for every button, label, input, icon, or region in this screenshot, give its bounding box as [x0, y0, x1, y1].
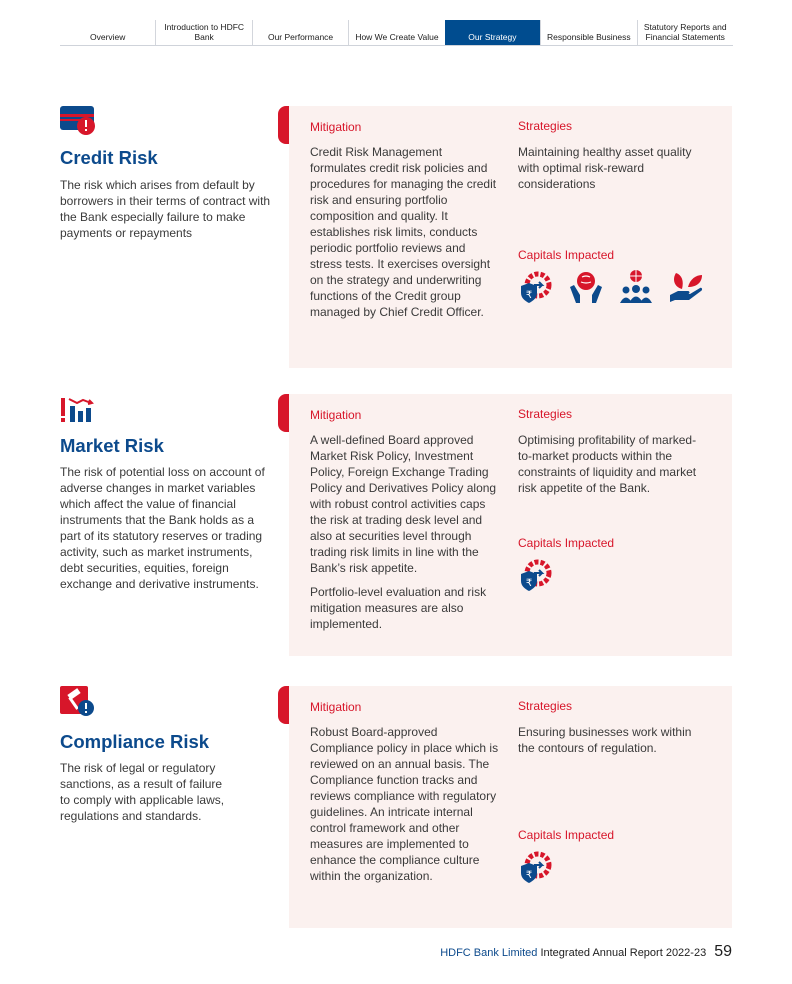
strategies-heading: Strategies: [518, 699, 573, 713]
risk-panel: [289, 394, 732, 656]
mitigation-text: A well-defined Board approved Market Risk Policy, Investment Policy, Foreign Exchange Trading Policy and Derivatives Policy along with robust control activities caps the risk at trading desk level and also at securities level through trading risk limits in line with the Bank’s risk appetite.: [310, 433, 497, 575]
gavel-warning-icon: [60, 686, 96, 716]
nav-tab-create-value[interactable]: How We Create Value: [348, 20, 444, 45]
market-chart-warning-icon: [60, 394, 96, 424]
section-nav: [60, 20, 733, 46]
strategies-text: Ensuring businesses work within the contours of regulation.: [518, 725, 692, 755]
risk-description: The risk of potential loss on account of adverse changes in market variables which affect the value of financial instruments that the Bank holds as a part of its statutory reserves or trading activity, such as market instruments, debt securities, equities, foreign exchange and derivative instruments.: [60, 465, 265, 591]
risk-title: Compliance Risk: [60, 731, 210, 752]
mitigation-heading: Mitigation: [310, 700, 362, 714]
risk-panel: [289, 106, 732, 368]
capitals-heading: Capitals Impacted: [518, 536, 615, 550]
mitigation-text: Robust Board-approved Compliance policy in place which is reviewed on an annual basis. The Compliance function tracks and reviews compliance with regulatory guidelines. An intricate internal control framework and other measures are implemented to enhance the compliance culture within the organization.: [310, 725, 499, 883]
strategies-heading: Strategies: [518, 407, 573, 421]
intellectual-capital-icon: [568, 269, 604, 305]
strategies-text: Optimising profitability of marked-to-market products within the constraints of liquidity and market risk appetite of the Bank.: [518, 433, 697, 495]
mitigation-heading: Mitigation: [310, 408, 362, 422]
page-number: 59: [714, 943, 732, 960]
financial-capital-icon: [518, 269, 554, 305]
footer-report-title: Integrated Annual Report 2022-23: [540, 947, 707, 959]
risk-description: The risk of legal or regulatory sanctions, as a result of failure to comply with applicable laws, regulations and standards.: [60, 761, 225, 823]
mitigation-text: Credit Risk Management formulates credit risk policies and procedures for managing the credit risk and ensuring portfolio composition and quality. It establishes risk limits, conducts periodic portfolio reviews and stress tests. It exercises oversight on the strategy and underwriting functions of the Credit group managed by Chief Credit Officer.: [310, 145, 497, 319]
footer-caption: [440, 947, 706, 959]
capitals-icons: [518, 269, 704, 305]
svg-text:₹: ₹: [525, 290, 533, 301]
capitals-heading: Capitals Impacted: [518, 828, 615, 842]
capitals-icons: [518, 557, 554, 593]
social-capital-icon: [618, 269, 654, 305]
nav-tab-introduction[interactable]: Introduction to HDFC Bank: [155, 20, 251, 45]
capitals-icons: [518, 849, 554, 885]
nav-tab-strategy[interactable]: Our Strategy: [445, 20, 540, 45]
strategies-text: Maintaining healthy asset quality with optimal risk-reward considerations: [518, 145, 692, 191]
credit-card-warning-icon: [60, 106, 96, 136]
mitigation-text-2: Portfolio-level evaluation and risk mitigation measures are also implemented.: [310, 585, 487, 631]
panel-tab-marker: [278, 686, 289, 724]
nav-tab-performance[interactable]: Our Performance: [252, 20, 348, 45]
panel-tab-marker: [278, 394, 289, 432]
nav-tab-overview[interactable]: Overview: [89, 32, 126, 42]
natural-capital-icon: [668, 269, 704, 305]
svg-text:₹: ₹: [525, 870, 533, 881]
mitigation-heading: Mitigation: [310, 120, 362, 134]
financial-capital-icon: [518, 557, 554, 593]
capitals-heading: Capitals Impacted: [518, 248, 615, 262]
strategies-heading: Strategies: [518, 119, 573, 133]
nav-tab-responsible-business[interactable]: Responsible Business: [540, 20, 636, 45]
risk-description: The risk which arises from default by borrowers in their terms of contract with the Bank especially failure to make payments or repayments: [60, 178, 271, 240]
page-footer: [440, 943, 732, 961]
risk-panel: [289, 686, 732, 928]
risk-title: Market Risk: [60, 435, 164, 456]
footer-brand: HDFC Bank Limited: [440, 947, 538, 959]
panel-tab-marker: [278, 106, 289, 144]
svg-text:₹: ₹: [525, 578, 533, 589]
risk-title: Credit Risk: [60, 147, 158, 168]
financial-capital-icon: [518, 849, 554, 885]
nav-tab-statutory-reports[interactable]: Statutory Reports and Financial Statements: [637, 20, 733, 45]
